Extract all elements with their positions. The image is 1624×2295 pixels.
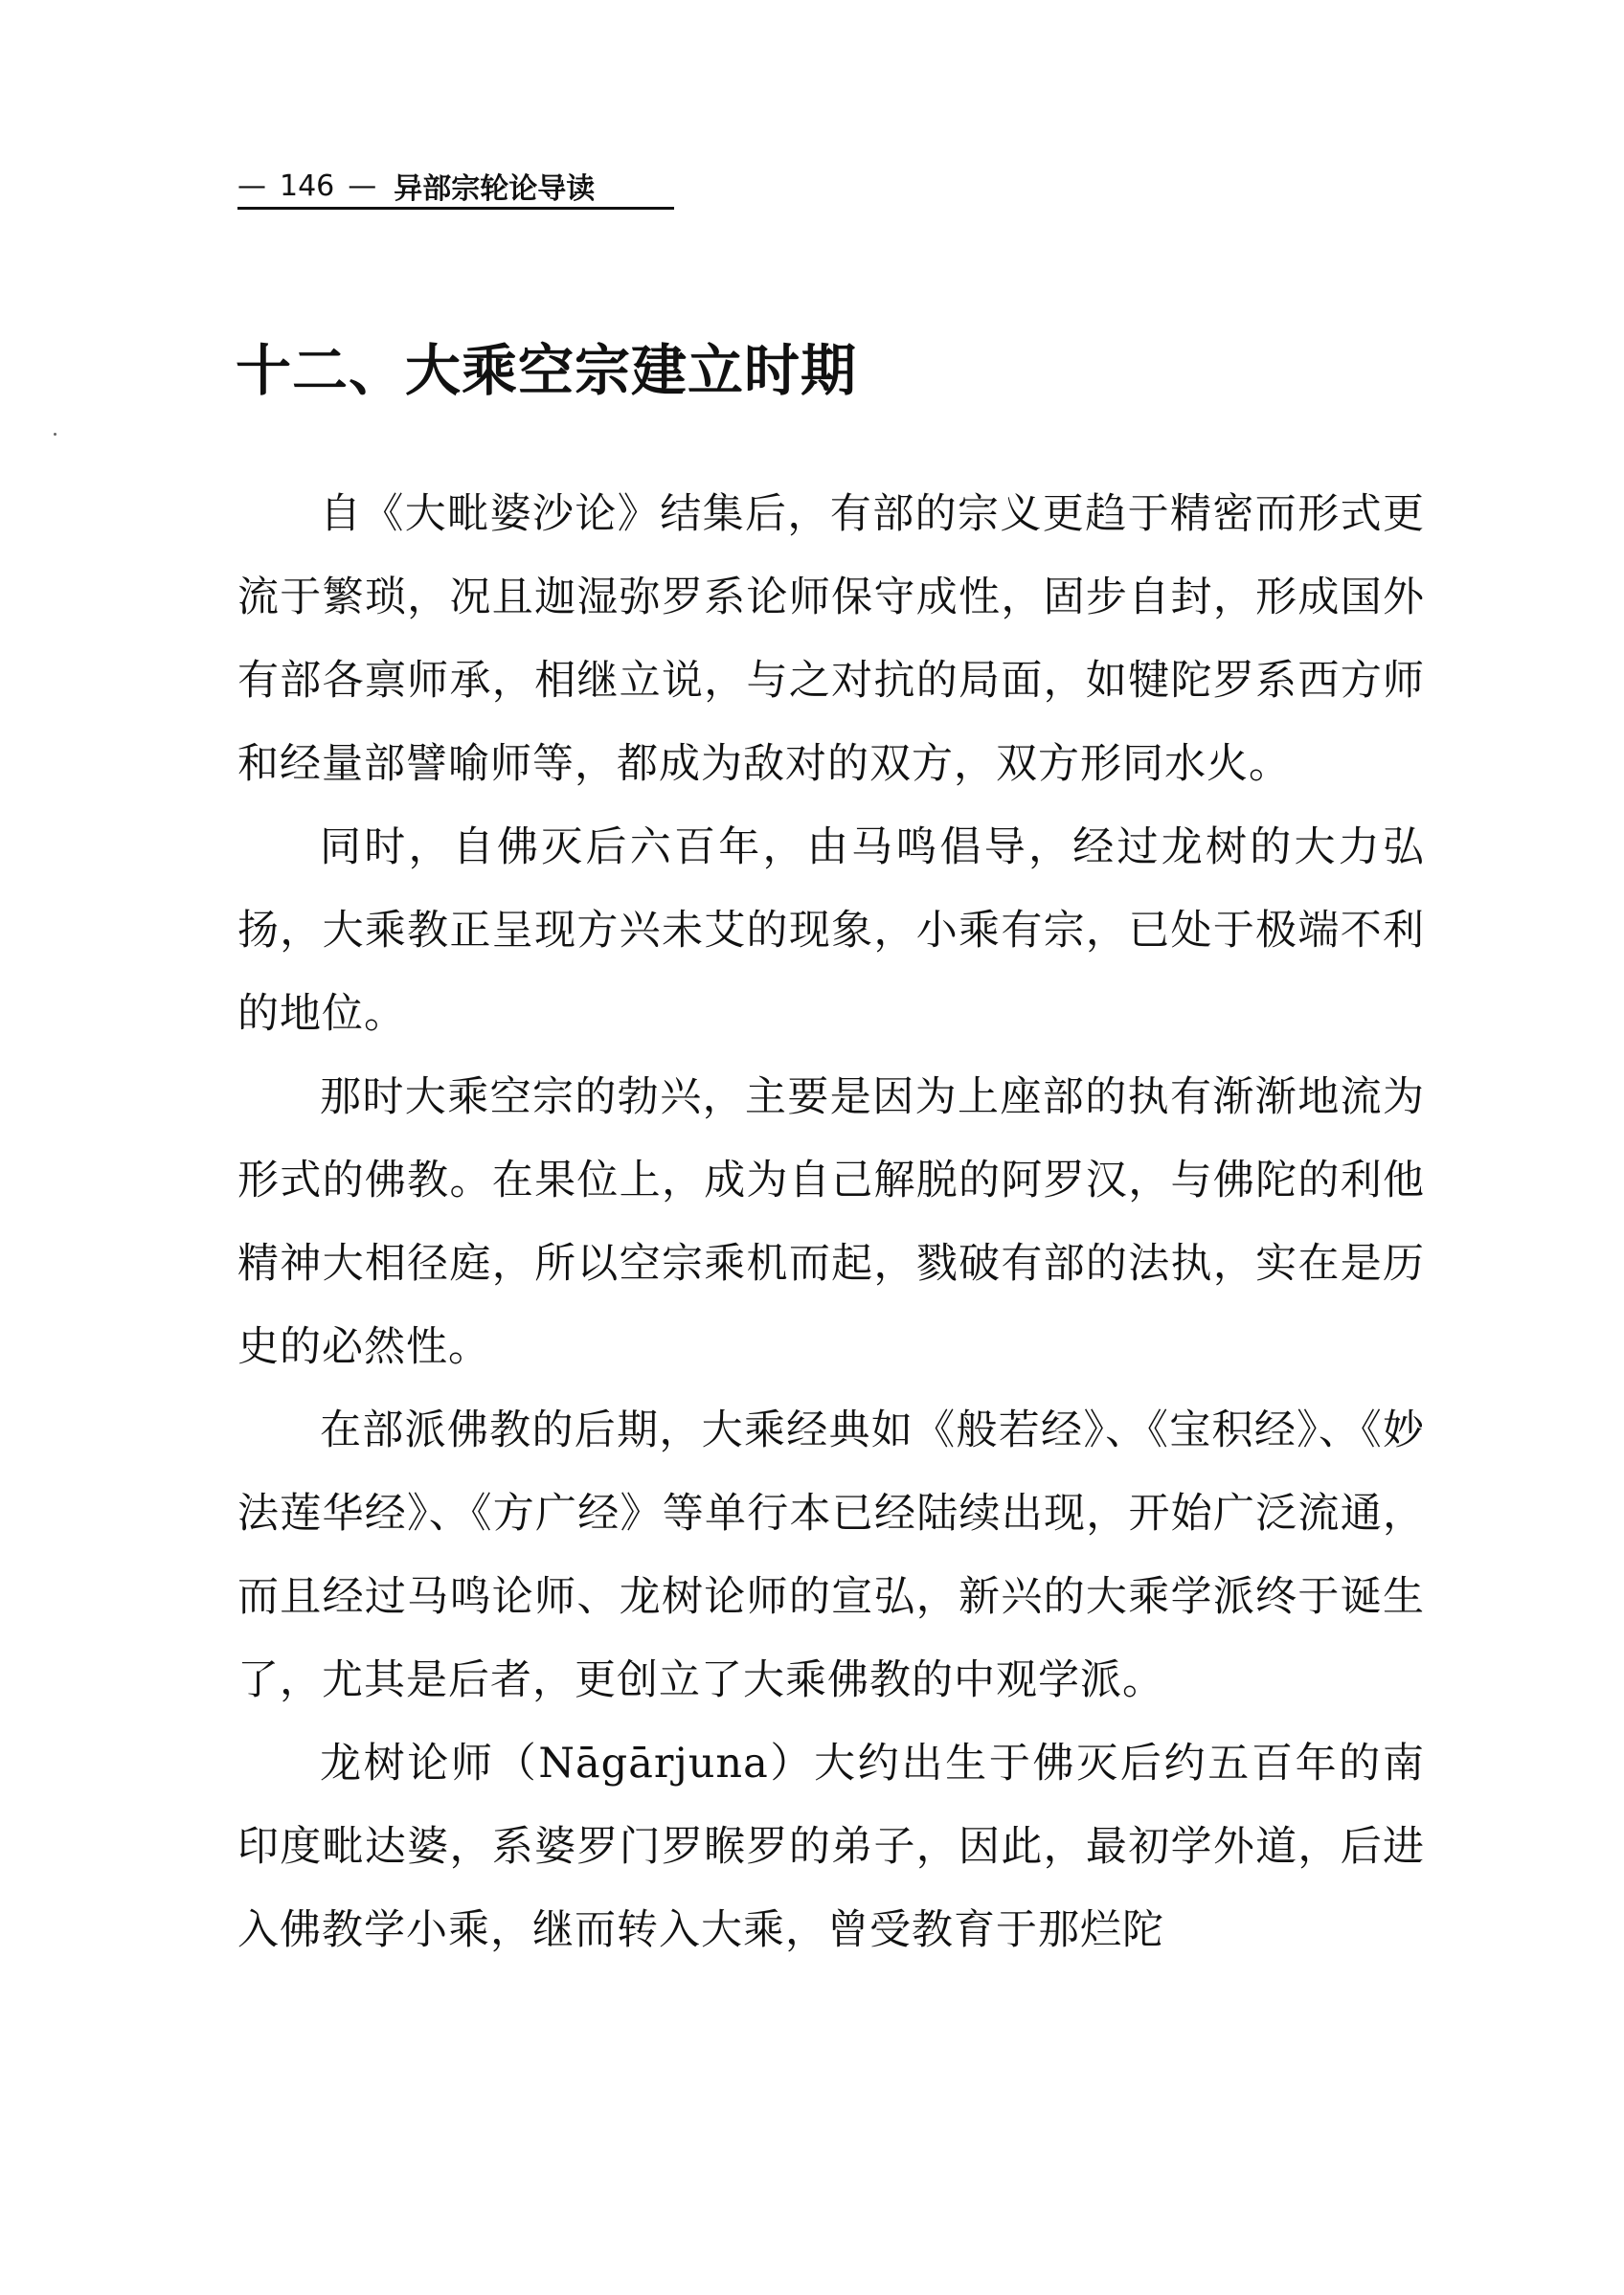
running-header bbox=[237, 165, 674, 210]
paragraph: 龙树论师（Nāgārjuna）大约出生于佛灭后约五百年的南印度毗达婆，系婆罗门罗睺罗的弟子，因此，最初学外道，后进入佛教学小乘，继而转入大乘，曾受教育于那烂陀 bbox=[237, 1740, 1425, 1954]
body-text bbox=[237, 473, 1425, 1972]
paragraph: 同时，自佛灭后六百年，由马鸣倡导，经过龙树的大力弘扬，大乘教正呈现方兴未艾的现象，小乘有宗，已处于极端不利的地位。 bbox=[237, 823, 1425, 1038]
section-title: 十二、大乘空宗建立时期 bbox=[236, 338, 858, 403]
paragraph: 那时大乘空宗的勃兴，主要是因为上座部的执有渐渐地流为形式的佛教。在果位上，成为自己解脱的阿罗汉，与佛陀的利他精神大相径庭，所以空宗乘机而起，戮破有部的法执，实在是历史的必然性。 bbox=[237, 1073, 1425, 1371]
page-number: 146 bbox=[280, 169, 335, 203]
paragraph: 自《大毗婆沙论》结集后，有部的宗义更趋于精密而形式更流于繁琐，况且迦湿弥罗系论师保守成性，固步自封，形成国外有部各禀师承，相继立说，与之对抗的局面，如犍陀罗系西方师和经量部譬喻师等，都成为敌对的双方，双方形同水火。 bbox=[237, 490, 1425, 788]
book-title: 异部宗轮论导读 bbox=[394, 172, 596, 206]
header-dash-right: — bbox=[348, 169, 377, 203]
header-dash-left: — bbox=[237, 169, 266, 203]
margin-speck bbox=[54, 433, 56, 436]
paragraph: 在部派佛教的后期，大乘经典如《般若经》、《宝积经》、《妙法莲华经》、《方广经》等单行本已经陆续出现，开始广泛流通，而且经过马鸣论师、龙树论师的宣弘，新兴的大乘学派终于诞生了，尤其是后者，更创立了大乘佛教的中观学派。 bbox=[237, 1406, 1425, 1704]
